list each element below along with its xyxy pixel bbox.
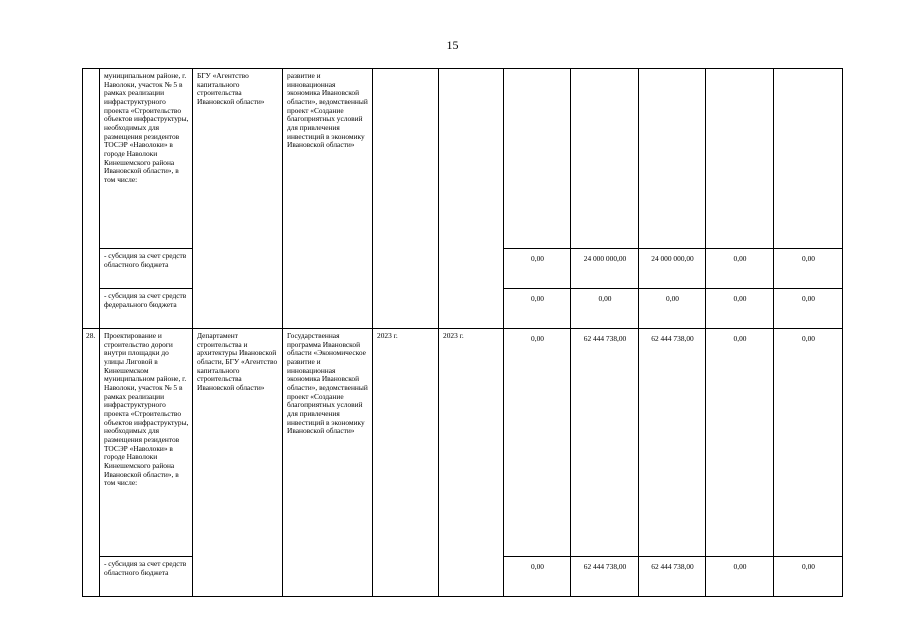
amount-3: 62 444 738,00: [639, 557, 706, 597]
amount-4: 0,00: [706, 249, 774, 289]
start-year: [373, 69, 439, 329]
amount-2: 24 000 000,00: [571, 249, 639, 289]
amount-3: 62 444 738,00: [639, 329, 706, 557]
amount-2: 62 444 738,00: [571, 557, 639, 597]
event-name: - субсидия за счет средств областного бюджета: [100, 557, 193, 597]
event-name: - субсидия за счет средств областного бюджета: [100, 249, 193, 289]
table-row: [83, 329, 843, 557]
row-number: [83, 69, 100, 329]
amount-4: 0,00: [706, 329, 774, 557]
start-year: 2023 г.: [373, 329, 439, 597]
amount-3: 24 000 000,00: [639, 249, 706, 289]
event-name: - субсидия за счет средств федерального бюджета: [100, 289, 193, 329]
page-number: 15: [446, 38, 459, 52]
amount-2: [571, 69, 639, 249]
amount-1: 0,00: [504, 289, 571, 329]
amount-2: 0,00: [571, 289, 639, 329]
budget-table: [82, 68, 843, 597]
program: развитие и инновационная экономика Ивановской области», ведомственный проект «Создание благоприятных условий для привлечения инвестиций в экономику Ивановской области»: [283, 69, 373, 329]
program: Государственная программа Ивановской области «Экономическое развитие и инновационная экономика Ивановской области», ведомственный проект «Создание благоприятных условий для привлечения инвестиций в экономику Ивановской области»: [283, 329, 373, 597]
event-name: муниципальном районе, г. Наволоки, участок № 5 в рамках реализации инфраструктурного проекта «Строительство объектов инфраструктуры, необходимых для размещения резидентов ТОСЭР «Наволоки» в городе Наволоки Кинешемского района Ивановской области», в том числе:: [100, 69, 193, 249]
amount-3: 0,00: [639, 289, 706, 329]
amount-5: 0,00: [774, 249, 843, 289]
amount-3: [639, 69, 706, 249]
table-row: [83, 69, 843, 249]
amount-5: 0,00: [774, 329, 843, 557]
event-name: Проектирование и строительство дороги внутри площадки до улицы Лиговой в Кинешемском муниципальном районе, г. Наволоки, участок № 5 в рамках реализации инфраструктурного проекта «Строительство объектов инфраструктуры, необходимых для размещения резидентов ТОСЭР «Наволоки» в городе Наволоки Кинешемского района Ивановской области», в том числе:: [100, 329, 193, 557]
amount-4: [706, 69, 774, 249]
amount-1: 0,00: [504, 557, 571, 597]
amount-4: 0,00: [706, 289, 774, 329]
amount-5: 0,00: [774, 289, 843, 329]
amount-4: 0,00: [706, 557, 774, 597]
end-year: [439, 69, 504, 329]
amount-5: 0,00: [774, 557, 843, 597]
amount-1: [504, 69, 571, 249]
row-number: 28.: [83, 329, 100, 597]
amount-1: 0,00: [504, 329, 571, 557]
amount-5: [774, 69, 843, 249]
executor: БГУ «Агентство капитального строительства Ивановской области»: [193, 69, 283, 329]
amount-1: 0,00: [504, 249, 571, 289]
end-year: 2023 г.: [439, 329, 504, 597]
amount-2: 62 444 738,00: [571, 329, 639, 557]
executor: Департамент строительства и архитектуры Ивановской области, БГУ «Агентство капитального строительства Ивановской области»: [193, 329, 283, 597]
